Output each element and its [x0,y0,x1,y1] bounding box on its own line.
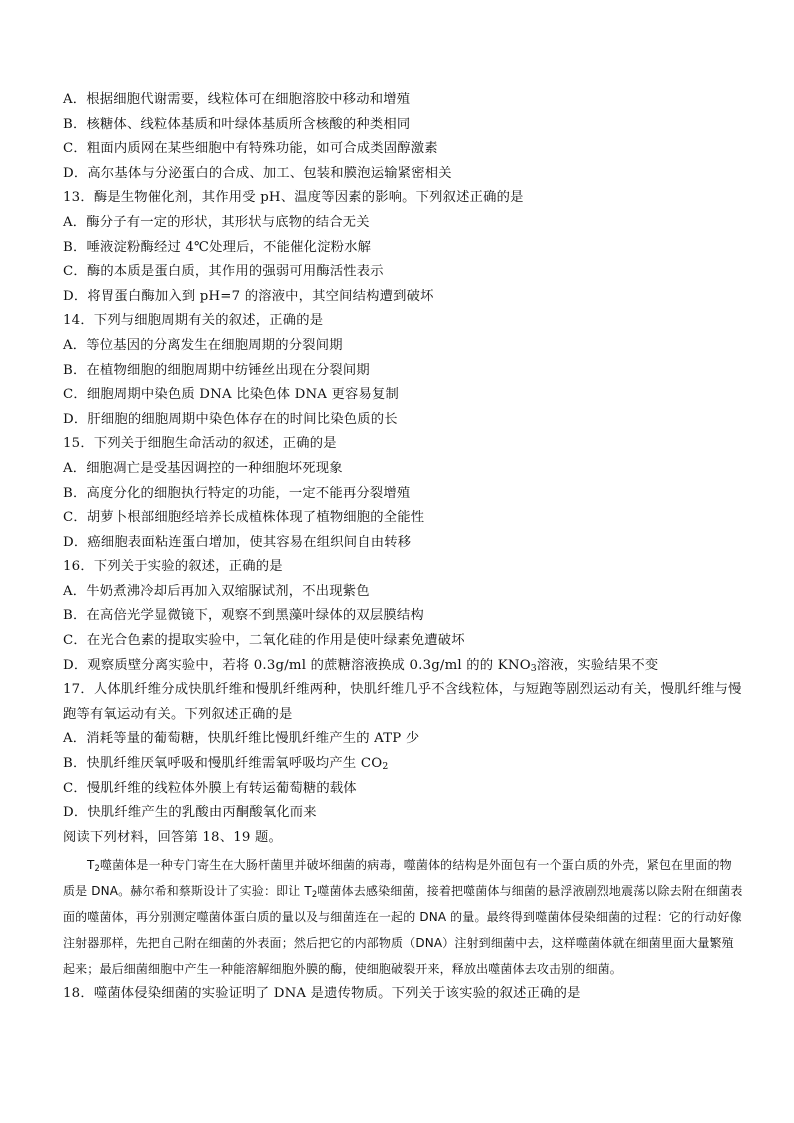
option-12a: A．根据细胞代谢需要，线粒体可在细胞溶胶中移动和增殖 [63,92,411,107]
question-15: 15．下列关于细胞生命活动的叙述，正确的是 [63,436,337,452]
option-15c: C．胡萝卜根部细胞经培养长成植株体现了植物细胞的全能性 [63,510,425,526]
option-14c: C．细胞周期中染色质 DNA 比染色体 DNA 更容易复制 [63,387,400,403]
option-14a: A．等位基因的分离发生在细胞周期的分裂间期 [63,337,343,353]
option-13d: D．将胃蛋白酶加入到 pH=7 的溶液中，其空间结构遭到破坏 [63,288,434,304]
option-16d [63,654,743,679]
option-17b-subscript: 2 [382,761,389,773]
option-13a: A．酶分子有一定的形状，其形状与底物的结合无关 [63,214,370,230]
option-16d-tail: 溶液，实验结果不变 [536,657,659,673]
option-13b: B．唾液淀粉酶经过 4℃处理后，不能催化淀粉水解 [63,239,372,255]
option-17d: D．快肌纤维产生的乳酸由丙酮酸氧化而来 [63,805,317,821]
option-14b: B．在植物细胞的细胞周期中纺锤丝出现在分裂间期 [63,362,370,378]
exam-page [63,88,743,1007]
question-18: 18．噬菌体侵染细菌的实验证明了 DNA 是遗传物质。下列关于该实验的叙述正确的是 [63,986,581,1002]
option-16d-text: D．观察质壁分离实验中，若将 0.3g/ml 的蔗糖溶液换成 0.3g/ml 的的 KNO [63,657,531,673]
question-13: 13．酶是生物催化剂，其作用受 pH、温度等因素的影响。下列叙述正确的是 [63,190,524,206]
question-17: 17．人体肌纤维分成快肌纤维和慢肌纤维两种，快肌纤维几乎不含线粒体，与短跑等剧烈运动有关，慢肌纤维与慢跑等有氧运动有关。下列叙述正确的是 [63,682,742,722]
passage-t-subscript: 2 [94,863,100,874]
option-15a: A．细胞凋亡是受基因调控的一种细胞坏死现象 [63,460,343,476]
option-13c: C．酶的本质是蛋白质，其作用的强弱可用酶活性表示 [63,264,384,280]
passage-t2-subscript: 2 [311,889,318,900]
passage-text-1: 噬菌体是一种专门寄生在大肠杆菌里并破坏细菌的病毒，噬菌体的结构是外面包有一个蛋白质的外壳，紧包在里面的物质是 DNA。赫尔希和蔡斯设计了实验：即让 T [63,858,732,899]
option-12b: B．核糖体、线粒体基质和叶绿体基质所含核酸的种类相同 [63,116,411,132]
reading-intro: 阅读下列材料，回答第 18、19 题。 [63,829,282,845]
passage-text-2: 噬菌体去感染细菌，接着把噬菌体与细菌的悬浮液剧烈地震荡以除去附在细菌表面的噬菌体，再分别测定噬菌体蛋白质的量以及与细菌连在一起的 DNA 的量。最终得到噬菌体侵染细菌的过程：它的行动好像注射器那样，先把自己附在细菌的外表面；然后把它的内部物质（DNA）注射到细菌中去，这样噬菌体就在细菌里面大量繁殖起来；最后细菌细胞中产生一种能溶解细胞外膜的酶，使细胞破裂开来，释放出噬菌体去攻击别的细菌。 [63,884,743,977]
option-12d: D．高尔基体与分泌蛋白的合成、加工、包装和膜泡运输紧密相关 [63,165,452,181]
option-16d-subscript: 3 [530,662,537,674]
option-17b [63,752,743,777]
option-15b: B．高度分化的细胞执行特定的功能，一定不能再分裂增殖 [63,485,411,501]
reading-passage [63,852,743,982]
option-17c: C．慢肌纤维的线粒体外膜上有转运葡萄糖的载体 [63,780,357,796]
question-14: 14．下列与细胞周期有关的叙述，正确的是 [63,313,324,329]
option-14d: D．肝细胞的细胞周期中染色体存在的时间比染色质的长 [63,411,398,427]
option-16b: B．在高倍光学显微镜下，观察不到黑藻叶绿体的双层膜结构 [63,608,424,624]
option-16c: C．在光合色素的提取实验中，二氧化硅的作用是使叶绿素免遭破坏 [63,633,465,649]
option-17b-text: B．快肌纤维厌氧呼吸和慢肌纤维需氧呼吸均产生 CO [63,756,383,772]
option-15d: D．癌细胞表面粘连蛋白增加，使其容易在组织间自由转移 [63,534,412,550]
option-12c: C．粗面内质网在某些细胞中有特殊功能，如可合成类固醇激素 [63,141,438,157]
option-17a: A．消耗等量的葡萄糖，快肌纤维比慢肌纤维产生的 ATP 少 [63,731,420,747]
option-16a: A．牛奶煮沸冷却后再加入双缩脲试剂，不出现紫色 [63,583,370,599]
question-16: 16．下列关于实验的叙述，正确的是 [63,559,283,575]
passage-t-letter: T [87,858,95,873]
